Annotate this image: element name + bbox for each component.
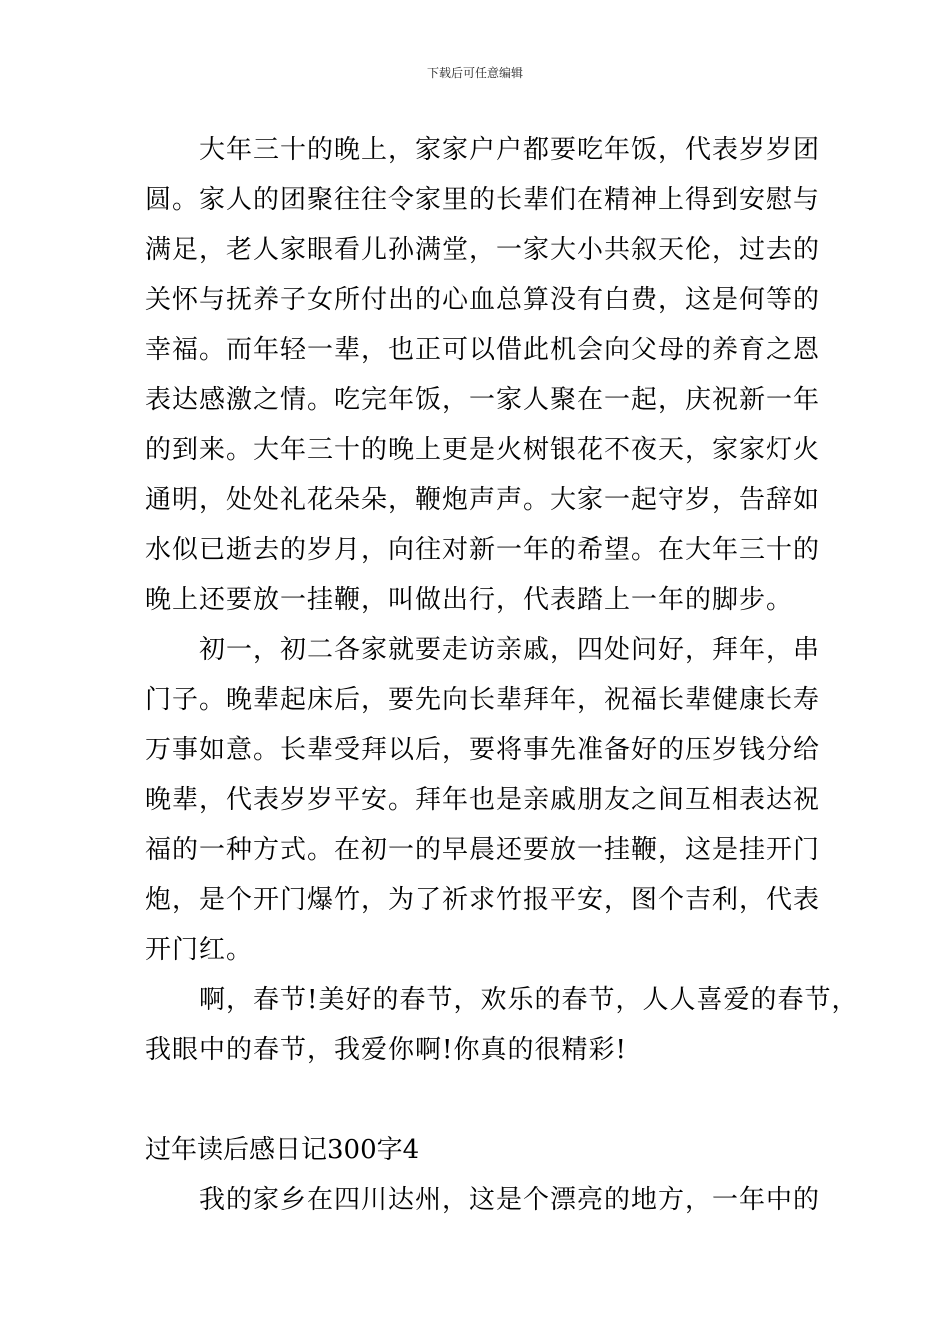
document-body (145, 125, 859, 1225)
header-note: 下载后可任意编辑 (426, 66, 523, 80)
paragraph-new-year-visits (145, 625, 821, 975)
text-line: 表达感激之情。吃完年饭，一家人聚在一起，庆祝新一年 (145, 385, 821, 415)
text-line: 福的一种方式。在初一的早晨还要放一挂鞭，这是挂开门 (145, 835, 821, 865)
text-line: 大年三十的晚上，家家户户都要吃年饭，代表岁岁团 (199, 135, 821, 165)
text-line: 的到来。大年三十的晚上更是火树银花不夜天，家家灯火 (145, 435, 821, 465)
text-line: 万事如意。长辈受拜以后，要将事先准备好的压岁钱分给 (145, 735, 821, 765)
paragraph-closing (145, 975, 859, 1075)
text-line: 晚辈，代表岁岁平安。拜年也是亲戚朋友之间互相表达祝 (145, 785, 821, 815)
text-line: 通明，处处礼花朵朵，鞭炮声声。大家一起守岁，告辞如 (145, 485, 821, 515)
text-line: 圆。家人的团聚往往令家里的长辈们在精神上得到安慰与 (145, 185, 821, 215)
paragraph-hometown (145, 1175, 821, 1225)
text-line: 晚上还要放一挂鞭，叫做出行，代表踏上一年的脚步。 (145, 585, 794, 615)
section-title: 过年读后感日记300字4 (145, 1135, 420, 1165)
text-line: 满足，老人家眼看儿孙满堂，一家大小共叙天伦，过去的 (145, 235, 821, 265)
text-line: 初一，初二各家就要走访亲戚，四处问好，拜年，串 (199, 635, 821, 665)
text-line: 啊，春节!美好的春节，欢乐的春节，人人喜爱的春节， (199, 985, 859, 1015)
text-line: 炮，是个开门爆竹，为了祈求竹报平安，图个吉利，代表 (145, 885, 821, 915)
text-line: 我眼中的春节，我爱你啊!你真的很精彩! (145, 1035, 627, 1065)
text-line: 开门红。 (145, 935, 254, 965)
text-line: 幸福。而年轻一辈，也正可以借此机会向父母的养育之恩 (145, 335, 821, 365)
text-line: 关怀与抚养子女所付出的心血总算没有白费，这是何等的 (145, 285, 821, 315)
paragraph-new-year-eve (145, 125, 821, 625)
text-line: 门子。晚辈起床后，要先向长辈拜年，祝福长辈健康长寿 (145, 685, 821, 715)
text-line: 水似已逝去的岁月，向往对新一年的希望。在大年三十的 (145, 535, 821, 565)
text-line: 我的家乡在四川达州，这是个漂亮的地方，一年中的 (199, 1185, 821, 1215)
